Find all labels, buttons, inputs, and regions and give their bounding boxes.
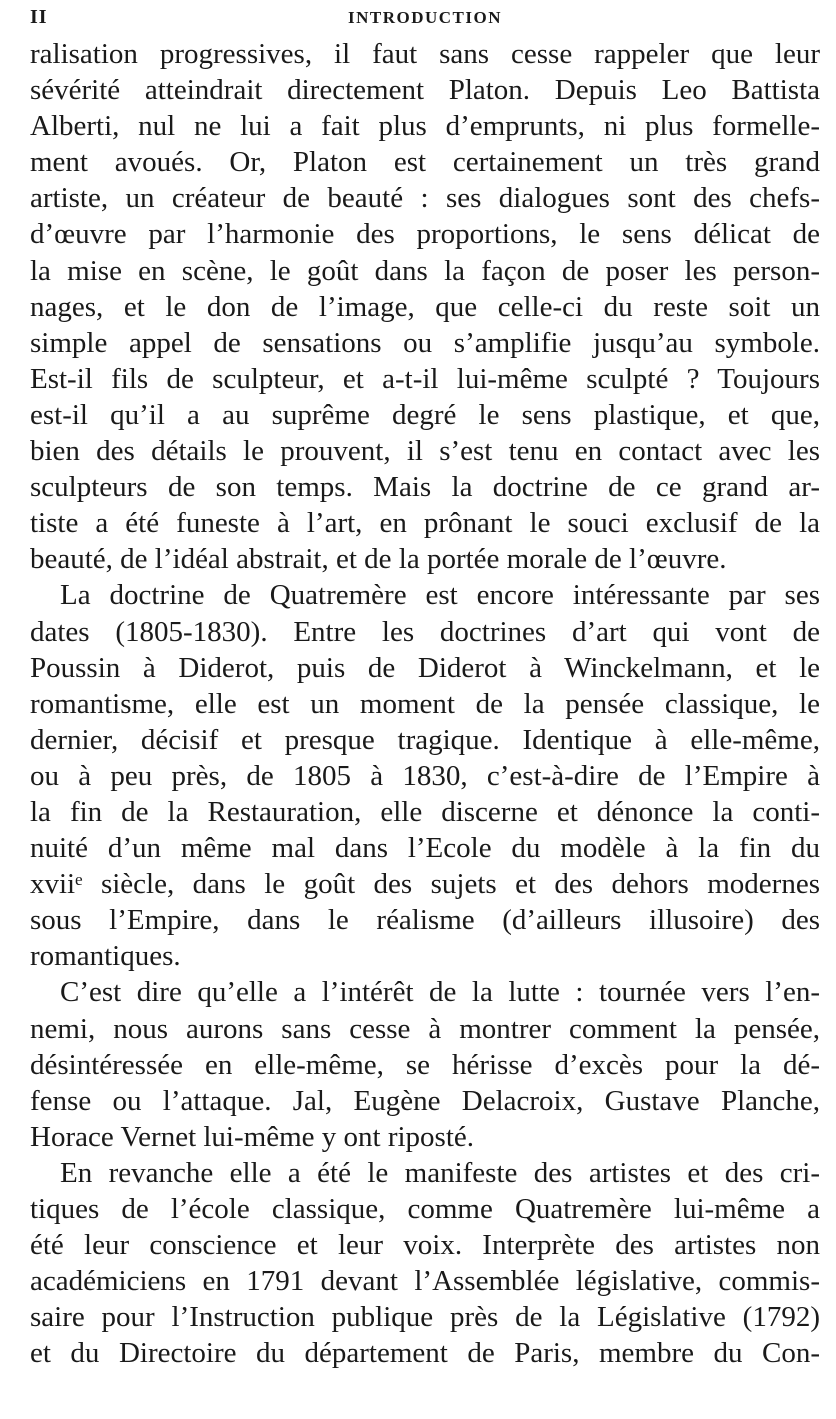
text-line: d’œuvre par l’harmonie des proportions, le sens délicat de: [30, 218, 820, 251]
text-line: beauté, de l’idéal abstrait, et de la portée morale de l’œuvre.: [30, 543, 727, 576]
text-line: romantiques.: [30, 940, 181, 973]
text-line: C’est dire qu’elle a l’intérêt de la lutte : tournée vers l’en-: [60, 976, 820, 1009]
text-line: simple appel de sensations ou s’amplifie jusqu’au symbole.: [30, 326, 820, 359]
text-line: ment avoués. Or, Platon est certainement un très grand: [30, 146, 820, 179]
text-line: nuité d’un même mal dans l’Ecole du modèle à la fin du: [30, 832, 820, 865]
text-line: En revanche elle a été le manifeste des artistes et des cri-: [60, 1156, 820, 1189]
text-line: la mise en scène, le goût dans la façon de poser les person-: [30, 254, 820, 287]
text-line: et du Directoire du département de Paris, membre du Con-: [30, 1337, 820, 1370]
text-line: désintéressée en elle-même, se hérisse d’excès pour la dé-: [30, 1048, 820, 1081]
text-line: nemi, nous aurons sans cesse à montrer comment la pensée,: [30, 1012, 820, 1045]
text-line: est-il qu’il a au suprême degré le sens plastique, et que,: [30, 398, 820, 431]
text-line: Horace Vernet lui-même y ont riposté.: [30, 1120, 474, 1153]
text-line: dernier, décisif et presque tragique. Identique à elle-même,: [30, 723, 820, 756]
text-line: xviiᵉ siècle, dans le goût des sujets et des dehors modernes: [30, 868, 820, 901]
text-line: Est-il fils de sculpteur, et a-t-il lui-même sculpté ? Toujours: [30, 362, 820, 395]
text-line: la fin de la Restauration, elle discerne et dénonce la conti-: [30, 795, 820, 828]
text-line: académiciens en 1791 devant l’Assemblée législative, commis-: [30, 1265, 820, 1298]
text-line: nages, et le don de l’image, que celle-ci du reste soit un: [30, 290, 820, 323]
text-line: dates (1805-1830). Entre les doctrines d’art qui vont de: [30, 615, 820, 648]
running-head: INTRODUCTION: [347, 8, 503, 27]
text-line: ou à peu près, de 1805 à 1830, c’est-à-dire de l’Empire à: [30, 759, 820, 792]
text-line: Alberti, nul ne lui a fait plus d’emprunts, ni plus formelle-: [30, 110, 820, 143]
text-line: bien des détails le prouvent, il s’est tenu en contact avec les: [30, 435, 820, 468]
text-line: La doctrine de Quatremère est encore intéressante par ses: [60, 579, 820, 612]
text-line: artiste, un créateur de beauté : ses dialogues sont des chefs-: [30, 182, 820, 215]
body-text: [30, 36, 820, 1371]
text-line: romantisme, elle est un moment de la pensée classique, le: [30, 687, 820, 720]
text-line: fense ou l’attaque. Jal, Eugène Delacroix, Gustave Planche,: [30, 1084, 820, 1117]
text-line: Poussin à Diderot, puis de Diderot à Winckelmann, et le: [30, 651, 820, 684]
text-line: sous l’Empire, dans le réalisme (d’ailleurs illusoire) des: [30, 904, 820, 937]
text-line: sculpteurs de son temps. Mais la doctrine de ce grand ar-: [30, 471, 820, 504]
text-line: sévérité atteindrait directement Platon. Depuis Leo Battista: [30, 74, 820, 107]
page-number: II: [30, 6, 48, 28]
text-line: tiste a été funeste à l’art, en prônant le souci exclusif de la: [30, 507, 820, 540]
text-line: été leur conscience et leur voix. Interprète des artistes non: [30, 1229, 820, 1262]
page-header: [30, 6, 820, 36]
text-line: ralisation progressives, il faut sans cesse rappeler que leur: [30, 38, 820, 70]
text-line: tiques de l’école classique, comme Quatremère lui-même a: [30, 1193, 820, 1225]
text-line: saire pour l’Instruction publique près de la Législative (1792): [30, 1301, 820, 1334]
